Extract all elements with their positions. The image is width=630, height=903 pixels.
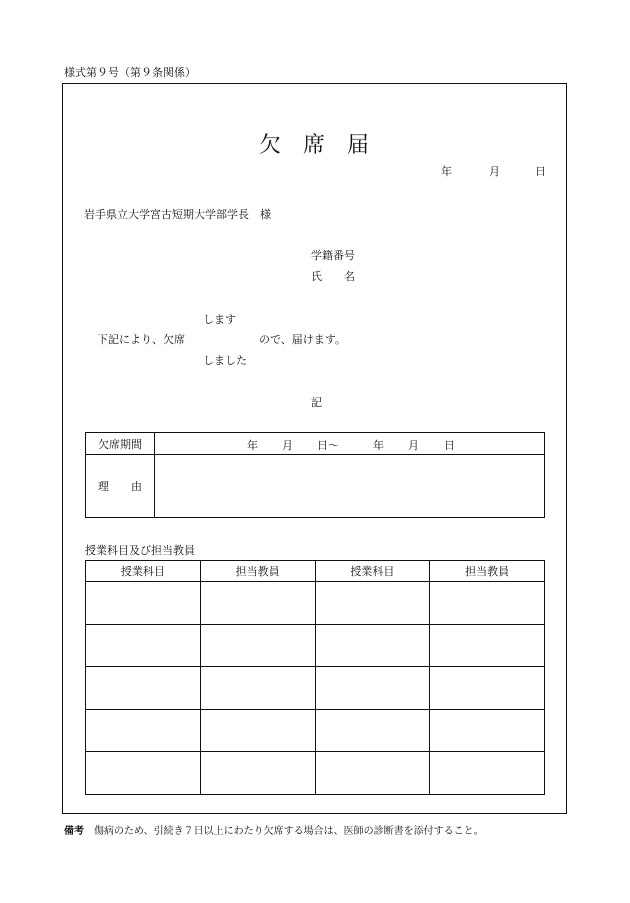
table-row — [86, 582, 545, 625]
remarks-text: 傷病のため、引続き７日以上にわたり欠席する場合は、医師の診断書を添付すること。 — [94, 826, 484, 837]
option-was-absent: しました — [203, 354, 247, 367]
teacher-cell[interactable] — [200, 667, 315, 710]
ki-heading: 記 — [311, 396, 322, 409]
table-row — [86, 709, 545, 752]
subject-cell[interactable] — [315, 624, 430, 667]
reason-label: 理 由 — [86, 455, 155, 518]
subject-cell[interactable] — [86, 709, 201, 752]
absence-table — [85, 432, 545, 518]
student-number-label: 学籍番号 — [311, 249, 355, 262]
statement-suffix: ので、届けます。 — [259, 333, 346, 346]
subjects-header-row — [86, 561, 545, 582]
subject-cell[interactable] — [86, 582, 201, 625]
statement-prefix: 下記により、欠席 — [97, 333, 185, 346]
period-from-month: 月 — [282, 439, 293, 452]
teacher-cell[interactable] — [200, 624, 315, 667]
option-will-be-absent: します — [203, 313, 236, 326]
teacher-cell[interactable] — [430, 582, 545, 625]
table-row — [86, 667, 545, 710]
subject-cell[interactable] — [315, 667, 430, 710]
subjects-table — [85, 560, 545, 795]
column-header-teacher: 担当教員 — [200, 561, 315, 582]
period-to-month: 月 — [408, 439, 419, 452]
teacher-cell[interactable] — [200, 752, 315, 795]
date-year-label: 年 — [441, 165, 452, 178]
subject-cell[interactable] — [315, 752, 430, 795]
column-header-subject: 授業科目 — [86, 561, 201, 582]
remarks-label: 備考 — [64, 826, 84, 837]
subject-cell[interactable] — [86, 624, 201, 667]
period-to-year: 年 — [373, 439, 384, 452]
date-day-label: 日 — [535, 165, 546, 178]
page-title: 欠席届 — [258, 133, 391, 158]
period-from-year: 年 — [247, 439, 258, 452]
reason-value-cell[interactable] — [155, 455, 545, 518]
name-label: 氏 名 — [311, 270, 355, 283]
teacher-cell[interactable] — [200, 582, 315, 625]
addressee: 岩手県立大学宮古短期大学部学長 様 — [84, 208, 271, 221]
subject-cell[interactable] — [86, 752, 201, 795]
column-header-subject: 授業科目 — [315, 561, 430, 582]
subject-cell[interactable] — [86, 667, 201, 710]
subjects-heading: 授業科目及び担当教員 — [85, 544, 195, 557]
teacher-cell[interactable] — [430, 709, 545, 752]
period-from-day: 日～ — [317, 439, 339, 452]
subject-cell[interactable] — [315, 582, 430, 625]
period-value-cell[interactable] — [155, 433, 545, 455]
table-row — [86, 624, 545, 667]
teacher-cell[interactable] — [430, 624, 545, 667]
date-month-label: 月 — [489, 165, 500, 178]
subject-cell[interactable] — [315, 709, 430, 752]
remarks — [64, 822, 484, 837]
period-row — [86, 433, 545, 455]
form-number: 様式第９号（第９条関係） — [64, 66, 196, 79]
period-label: 欠席期間 — [86, 433, 155, 455]
teacher-cell[interactable] — [430, 667, 545, 710]
period-to-day: 日 — [444, 439, 455, 452]
teacher-cell[interactable] — [200, 709, 315, 752]
column-header-teacher: 担当教員 — [430, 561, 545, 582]
reason-row — [86, 455, 545, 518]
teacher-cell[interactable] — [430, 752, 545, 795]
table-row — [86, 752, 545, 795]
